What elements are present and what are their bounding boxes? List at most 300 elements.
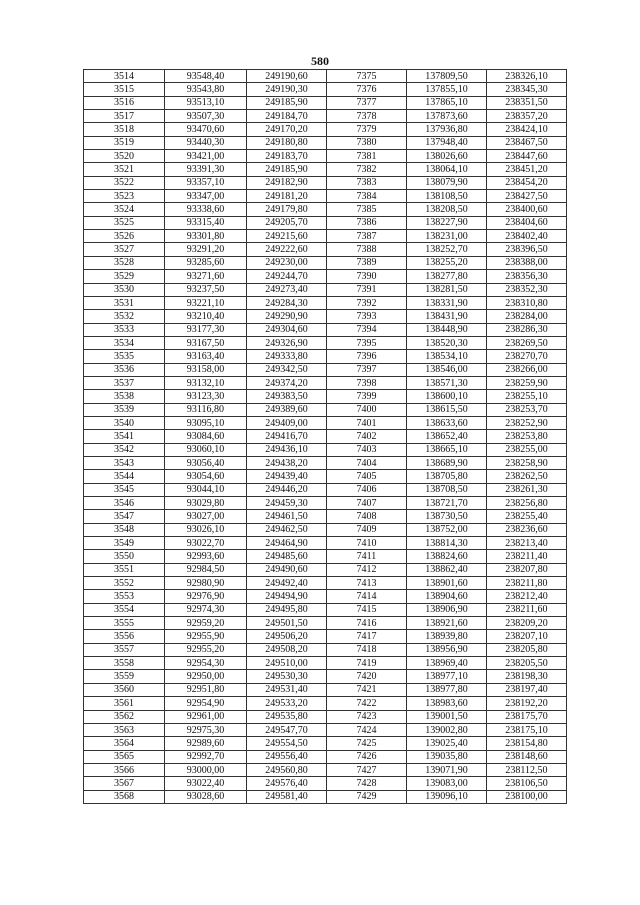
table-row bbox=[84, 176, 567, 189]
table-cell: 138448,90 bbox=[407, 323, 487, 336]
table-cell: 7401 bbox=[327, 416, 407, 429]
table-cell: 238427,50 bbox=[487, 190, 567, 203]
table-cell: 249185,90 bbox=[247, 163, 327, 176]
table-cell: 249244,70 bbox=[247, 270, 327, 283]
table-cell: 249184,70 bbox=[247, 110, 327, 123]
table-row bbox=[84, 283, 567, 296]
table-cell: 238451,20 bbox=[487, 163, 567, 176]
table-cell: 7422 bbox=[327, 697, 407, 710]
table-cell: 249490,60 bbox=[247, 563, 327, 576]
table-cell: 7384 bbox=[327, 190, 407, 203]
table-cell: 7388 bbox=[327, 243, 407, 256]
table-cell: 7426 bbox=[327, 750, 407, 763]
table-cell: 93221,10 bbox=[165, 296, 247, 309]
table-cell: 138108,50 bbox=[407, 190, 487, 203]
table-cell: 93027,00 bbox=[165, 510, 247, 523]
table-row bbox=[84, 657, 567, 670]
table-cell: 93026,10 bbox=[165, 523, 247, 536]
table-cell: 138331,90 bbox=[407, 296, 487, 309]
table-row bbox=[84, 203, 567, 216]
table-row bbox=[84, 737, 567, 750]
table-cell: 249170,20 bbox=[247, 123, 327, 136]
table-cell: 238211,40 bbox=[487, 550, 567, 563]
table-cell: 3516 bbox=[84, 96, 165, 109]
table-cell: 137873,60 bbox=[407, 110, 487, 123]
table-cell: 238175,70 bbox=[487, 710, 567, 723]
table-cell: 7383 bbox=[327, 176, 407, 189]
table-row bbox=[84, 750, 567, 763]
table-cell: 249508,20 bbox=[247, 643, 327, 656]
table-cell: 3538 bbox=[84, 390, 165, 403]
table-cell: 138208,50 bbox=[407, 203, 487, 216]
table-cell: 3529 bbox=[84, 270, 165, 283]
table-cell: 138255,20 bbox=[407, 256, 487, 269]
table-cell: 238269,50 bbox=[487, 336, 567, 349]
table-cell: 249494,90 bbox=[247, 590, 327, 603]
table-cell: 138730,50 bbox=[407, 510, 487, 523]
table-cell: 249185,90 bbox=[247, 96, 327, 109]
table-cell: 138600,10 bbox=[407, 390, 487, 403]
table-cell: 249409,00 bbox=[247, 416, 327, 429]
table-cell: 7390 bbox=[327, 270, 407, 283]
table-cell: 7377 bbox=[327, 96, 407, 109]
table-cell: 93095,10 bbox=[165, 416, 247, 429]
table-cell: 93060,10 bbox=[165, 443, 247, 456]
table-cell: 7402 bbox=[327, 430, 407, 443]
table-cell: 3534 bbox=[84, 336, 165, 349]
table-cell: 7425 bbox=[327, 737, 407, 750]
table-cell: 138534,10 bbox=[407, 350, 487, 363]
table-cell: 92984,50 bbox=[165, 563, 247, 576]
table-cell: 92951,80 bbox=[165, 683, 247, 696]
table-cell: 93132,10 bbox=[165, 376, 247, 389]
table-cell: 249556,40 bbox=[247, 750, 327, 763]
table-cell: 138633,60 bbox=[407, 416, 487, 429]
table-cell: 249374,20 bbox=[247, 376, 327, 389]
table-cell: 92974,30 bbox=[165, 603, 247, 616]
table-cell: 238345,30 bbox=[487, 83, 567, 96]
table-cell: 3532 bbox=[84, 310, 165, 323]
table-cell: 93237,50 bbox=[165, 283, 247, 296]
table-cell: 93167,50 bbox=[165, 336, 247, 349]
table-cell: 3542 bbox=[84, 443, 165, 456]
table-cell: 93084,60 bbox=[165, 430, 247, 443]
table-cell: 3515 bbox=[84, 83, 165, 96]
table-cell: 138824,60 bbox=[407, 550, 487, 563]
table-cell: 93470,60 bbox=[165, 123, 247, 136]
table-cell: 3531 bbox=[84, 296, 165, 309]
table-cell: 3561 bbox=[84, 697, 165, 710]
table-cell: 138431,90 bbox=[407, 310, 487, 323]
table-row bbox=[84, 670, 567, 683]
table-cell: 249485,60 bbox=[247, 550, 327, 563]
table-cell: 238192,20 bbox=[487, 697, 567, 710]
table-cell: 238209,20 bbox=[487, 617, 567, 630]
table-row bbox=[84, 310, 567, 323]
table-cell: 7420 bbox=[327, 670, 407, 683]
table-cell: 3546 bbox=[84, 497, 165, 510]
table-cell: 92980,90 bbox=[165, 577, 247, 590]
table-cell: 238357,20 bbox=[487, 110, 567, 123]
table-cell: 93022,40 bbox=[165, 777, 247, 790]
table-cell: 249530,30 bbox=[247, 670, 327, 683]
table-cell: 138079,90 bbox=[407, 176, 487, 189]
table-cell: 3564 bbox=[84, 737, 165, 750]
table-cell: 7375 bbox=[327, 70, 407, 83]
table-cell: 92954,90 bbox=[165, 697, 247, 710]
table-cell: 138862,40 bbox=[407, 563, 487, 576]
table-cell: 7395 bbox=[327, 336, 407, 349]
table-cell: 238259,90 bbox=[487, 376, 567, 389]
table-row bbox=[84, 110, 567, 123]
table-row bbox=[84, 590, 567, 603]
table-cell: 3544 bbox=[84, 470, 165, 483]
table-row bbox=[84, 270, 567, 283]
table-cell: 93543,80 bbox=[165, 83, 247, 96]
table-cell: 238205,80 bbox=[487, 643, 567, 656]
table-cell: 7386 bbox=[327, 216, 407, 229]
table-cell: 93210,40 bbox=[165, 310, 247, 323]
table-cell: 93029,80 bbox=[165, 497, 247, 510]
table-cell: 238270,70 bbox=[487, 350, 567, 363]
table-cell: 249182,90 bbox=[247, 176, 327, 189]
table-cell: 3533 bbox=[84, 323, 165, 336]
table-cell: 3528 bbox=[84, 256, 165, 269]
table-cell: 7419 bbox=[327, 657, 407, 670]
table-row bbox=[84, 683, 567, 696]
table-cell: 137855,10 bbox=[407, 83, 487, 96]
table-cell: 238326,10 bbox=[487, 70, 567, 83]
table-cell: 238106,50 bbox=[487, 777, 567, 790]
table-cell: 93163,40 bbox=[165, 350, 247, 363]
table-cell: 3541 bbox=[84, 430, 165, 443]
table-row bbox=[84, 456, 567, 469]
table-cell: 238400,60 bbox=[487, 203, 567, 216]
table-cell: 92950,00 bbox=[165, 670, 247, 683]
table-cell: 3520 bbox=[84, 150, 165, 163]
table-row bbox=[84, 777, 567, 790]
table-cell: 7397 bbox=[327, 363, 407, 376]
table-cell: 138571,30 bbox=[407, 376, 487, 389]
table-cell: 249535,80 bbox=[247, 710, 327, 723]
table-cell: 93338,60 bbox=[165, 203, 247, 216]
table-cell: 138252,70 bbox=[407, 243, 487, 256]
table-cell: 249205,70 bbox=[247, 216, 327, 229]
table-cell: 249576,40 bbox=[247, 777, 327, 790]
table-cell: 7409 bbox=[327, 523, 407, 536]
table-cell: 238255,10 bbox=[487, 390, 567, 403]
table-cell: 238356,30 bbox=[487, 270, 567, 283]
table-row bbox=[84, 390, 567, 403]
table-cell: 138231,00 bbox=[407, 230, 487, 243]
table-cell: 249333,80 bbox=[247, 350, 327, 363]
table-cell: 249459,30 bbox=[247, 497, 327, 510]
table-cell: 138969,40 bbox=[407, 657, 487, 670]
table-cell: 238148,60 bbox=[487, 750, 567, 763]
table-cell: 249179,80 bbox=[247, 203, 327, 216]
table-cell: 249461,50 bbox=[247, 510, 327, 523]
table-cell: 3551 bbox=[84, 563, 165, 576]
table-cell: 238252,90 bbox=[487, 416, 567, 429]
table-row bbox=[84, 216, 567, 229]
table-cell: 3536 bbox=[84, 363, 165, 376]
table-cell: 238258,90 bbox=[487, 456, 567, 469]
table-cell: 238454,20 bbox=[487, 176, 567, 189]
table-cell: 238207,80 bbox=[487, 563, 567, 576]
table-cell: 3558 bbox=[84, 657, 165, 670]
table-cell: 7427 bbox=[327, 763, 407, 776]
table-cell: 93421,00 bbox=[165, 150, 247, 163]
table-cell: 3545 bbox=[84, 483, 165, 496]
table-row bbox=[84, 70, 567, 83]
table-cell: 238447,60 bbox=[487, 150, 567, 163]
table-cell: 238211,60 bbox=[487, 603, 567, 616]
table-cell: 138814,30 bbox=[407, 537, 487, 550]
table-cell: 238211,80 bbox=[487, 577, 567, 590]
table-cell: 93177,30 bbox=[165, 323, 247, 336]
table-row bbox=[84, 230, 567, 243]
table-cell: 7387 bbox=[327, 230, 407, 243]
table-cell: 238388,00 bbox=[487, 256, 567, 269]
table-row bbox=[84, 96, 567, 109]
table-cell: 3514 bbox=[84, 70, 165, 83]
table-row bbox=[84, 790, 567, 803]
table-cell: 238236,60 bbox=[487, 523, 567, 536]
table-cell: 249439,40 bbox=[247, 470, 327, 483]
table-cell: 249533,20 bbox=[247, 697, 327, 710]
table-cell: 138721,70 bbox=[407, 497, 487, 510]
table-cell: 7429 bbox=[327, 790, 407, 803]
table-row bbox=[84, 350, 567, 363]
table-cell: 7382 bbox=[327, 163, 407, 176]
table-cell: 7410 bbox=[327, 537, 407, 550]
table-row bbox=[84, 550, 567, 563]
table-cell: 238256,80 bbox=[487, 497, 567, 510]
table-cell: 7415 bbox=[327, 603, 407, 616]
table-cell: 93022,70 bbox=[165, 537, 247, 550]
table-cell: 3547 bbox=[84, 510, 165, 523]
table-cell: 7376 bbox=[327, 83, 407, 96]
table-cell: 249510,00 bbox=[247, 657, 327, 670]
table-cell: 7405 bbox=[327, 470, 407, 483]
table-cell: 138665,10 bbox=[407, 443, 487, 456]
table-cell: 92954,30 bbox=[165, 657, 247, 670]
table-cell: 7408 bbox=[327, 510, 407, 523]
table-row bbox=[84, 190, 567, 203]
table-cell: 238261,30 bbox=[487, 483, 567, 496]
table-cell: 3549 bbox=[84, 537, 165, 550]
table-cell: 249273,40 bbox=[247, 283, 327, 296]
table-cell: 249230,00 bbox=[247, 256, 327, 269]
table-row bbox=[84, 710, 567, 723]
table-cell: 3565 bbox=[84, 750, 165, 763]
table-cell: 7381 bbox=[327, 150, 407, 163]
table-cell: 3553 bbox=[84, 590, 165, 603]
table-row bbox=[84, 497, 567, 510]
table-cell: 3550 bbox=[84, 550, 165, 563]
table-cell: 3521 bbox=[84, 163, 165, 176]
table-cell: 3566 bbox=[84, 763, 165, 776]
table-cell: 3562 bbox=[84, 710, 165, 723]
table-cell: 249464,90 bbox=[247, 537, 327, 550]
table-cell: 3567 bbox=[84, 777, 165, 790]
table-cell: 3517 bbox=[84, 110, 165, 123]
table-row bbox=[84, 483, 567, 496]
table-cell: 7396 bbox=[327, 350, 407, 363]
table-cell: 93123,30 bbox=[165, 390, 247, 403]
table-cell: 249554,50 bbox=[247, 737, 327, 750]
table-cell: 7389 bbox=[327, 256, 407, 269]
table-cell: 93285,60 bbox=[165, 256, 247, 269]
table-cell: 93116,80 bbox=[165, 403, 247, 416]
table-row bbox=[84, 643, 567, 656]
table-cell: 238205,50 bbox=[487, 657, 567, 670]
table-cell: 249180,80 bbox=[247, 136, 327, 149]
table-cell: 3554 bbox=[84, 603, 165, 616]
table-cell: 249304,60 bbox=[247, 323, 327, 336]
table-cell: 138277,80 bbox=[407, 270, 487, 283]
table-cell: 238255,40 bbox=[487, 510, 567, 523]
table-cell: 238175,10 bbox=[487, 723, 567, 736]
table-cell: 7404 bbox=[327, 456, 407, 469]
table-cell: 93507,30 bbox=[165, 110, 247, 123]
table-cell: 137865,10 bbox=[407, 96, 487, 109]
table-cell: 249215,60 bbox=[247, 230, 327, 243]
table-cell: 3568 bbox=[84, 790, 165, 803]
table-cell: 249492,40 bbox=[247, 577, 327, 590]
table-cell: 249495,80 bbox=[247, 603, 327, 616]
table-cell: 3540 bbox=[84, 416, 165, 429]
table-row bbox=[84, 136, 567, 149]
table-row bbox=[84, 537, 567, 550]
table-cell: 7417 bbox=[327, 630, 407, 643]
coordinates-table bbox=[83, 69, 567, 804]
table-cell: 238424,10 bbox=[487, 123, 567, 136]
table-row bbox=[84, 83, 567, 96]
table-row bbox=[84, 336, 567, 349]
table-cell: 92993,60 bbox=[165, 550, 247, 563]
table-cell: 249581,40 bbox=[247, 790, 327, 803]
table-cell: 7418 bbox=[327, 643, 407, 656]
table-cell: 93158,00 bbox=[165, 363, 247, 376]
table-row bbox=[84, 723, 567, 736]
table-cell: 249222,60 bbox=[247, 243, 327, 256]
table-cell: 138904,60 bbox=[407, 590, 487, 603]
table-cell: 138939,80 bbox=[407, 630, 487, 643]
table-cell: 139025,40 bbox=[407, 737, 487, 750]
table-cell: 93548,40 bbox=[165, 70, 247, 83]
table-cell: 3548 bbox=[84, 523, 165, 536]
table-cell: 92959,20 bbox=[165, 617, 247, 630]
table-cell: 3560 bbox=[84, 683, 165, 696]
table-cell: 138520,30 bbox=[407, 336, 487, 349]
table-cell: 93347,00 bbox=[165, 190, 247, 203]
table-cell: 138026,60 bbox=[407, 150, 487, 163]
table-cell: 3552 bbox=[84, 577, 165, 590]
table-row bbox=[84, 630, 567, 643]
table-cell: 138906,90 bbox=[407, 603, 487, 616]
table-row bbox=[84, 510, 567, 523]
table-cell: 138615,50 bbox=[407, 403, 487, 416]
table-cell: 7398 bbox=[327, 376, 407, 389]
table-row bbox=[84, 403, 567, 416]
table-row bbox=[84, 617, 567, 630]
table-cell: 92976,90 bbox=[165, 590, 247, 603]
table-cell: 249446,20 bbox=[247, 483, 327, 496]
table-cell: 249290,90 bbox=[247, 310, 327, 323]
table-cell: 249383,50 bbox=[247, 390, 327, 403]
table-cell: 238262,50 bbox=[487, 470, 567, 483]
table-row bbox=[84, 123, 567, 136]
table-cell: 238198,30 bbox=[487, 670, 567, 683]
table-cell: 93357,10 bbox=[165, 176, 247, 189]
table-cell: 249342,50 bbox=[247, 363, 327, 376]
table-cell: 92992,70 bbox=[165, 750, 247, 763]
table-cell: 238197,40 bbox=[487, 683, 567, 696]
table-row bbox=[84, 150, 567, 163]
table-cell: 7379 bbox=[327, 123, 407, 136]
table-cell: 139002,80 bbox=[407, 723, 487, 736]
table-cell: 7428 bbox=[327, 777, 407, 790]
table-cell: 3563 bbox=[84, 723, 165, 736]
table-cell: 3519 bbox=[84, 136, 165, 149]
table-row bbox=[84, 563, 567, 576]
page-number: 580 bbox=[311, 54, 329, 68]
table-cell: 138708,50 bbox=[407, 483, 487, 496]
table-cell: 238253,70 bbox=[487, 403, 567, 416]
table-cell: 238212,40 bbox=[487, 590, 567, 603]
table-cell: 3527 bbox=[84, 243, 165, 256]
table-cell: 93291,20 bbox=[165, 243, 247, 256]
table-row bbox=[84, 603, 567, 616]
table-cell: 249438,20 bbox=[247, 456, 327, 469]
table-cell: 238154,80 bbox=[487, 737, 567, 750]
table-row bbox=[84, 256, 567, 269]
table-cell: 7413 bbox=[327, 577, 407, 590]
table-cell: 138956,90 bbox=[407, 643, 487, 656]
table-cell: 7423 bbox=[327, 710, 407, 723]
table-cell: 7400 bbox=[327, 403, 407, 416]
table-cell: 3522 bbox=[84, 176, 165, 189]
table-cell: 3518 bbox=[84, 123, 165, 136]
table-cell: 249181,20 bbox=[247, 190, 327, 203]
table-cell: 3530 bbox=[84, 283, 165, 296]
table-cell: 249389,60 bbox=[247, 403, 327, 416]
table-cell: 238286,30 bbox=[487, 323, 567, 336]
table-row bbox=[84, 443, 567, 456]
table-cell: 238284,00 bbox=[487, 310, 567, 323]
table-cell: 138752,00 bbox=[407, 523, 487, 536]
table-cell: 3525 bbox=[84, 216, 165, 229]
table-cell: 238402,40 bbox=[487, 230, 567, 243]
table-cell: 7393 bbox=[327, 310, 407, 323]
table-cell: 238352,30 bbox=[487, 283, 567, 296]
table-row bbox=[84, 577, 567, 590]
table-cell: 138977,10 bbox=[407, 670, 487, 683]
table-cell: 3539 bbox=[84, 403, 165, 416]
table-cell: 93391,30 bbox=[165, 163, 247, 176]
table-cell: 249284,30 bbox=[247, 296, 327, 309]
table-cell: 3526 bbox=[84, 230, 165, 243]
table-cell: 139001,50 bbox=[407, 710, 487, 723]
table-cell: 92989,60 bbox=[165, 737, 247, 750]
table-cell: 7421 bbox=[327, 683, 407, 696]
table-cell: 7403 bbox=[327, 443, 407, 456]
table-cell: 7411 bbox=[327, 550, 407, 563]
table-cell: 7378 bbox=[327, 110, 407, 123]
table-cell: 7399 bbox=[327, 390, 407, 403]
table-cell: 238310,80 bbox=[487, 296, 567, 309]
